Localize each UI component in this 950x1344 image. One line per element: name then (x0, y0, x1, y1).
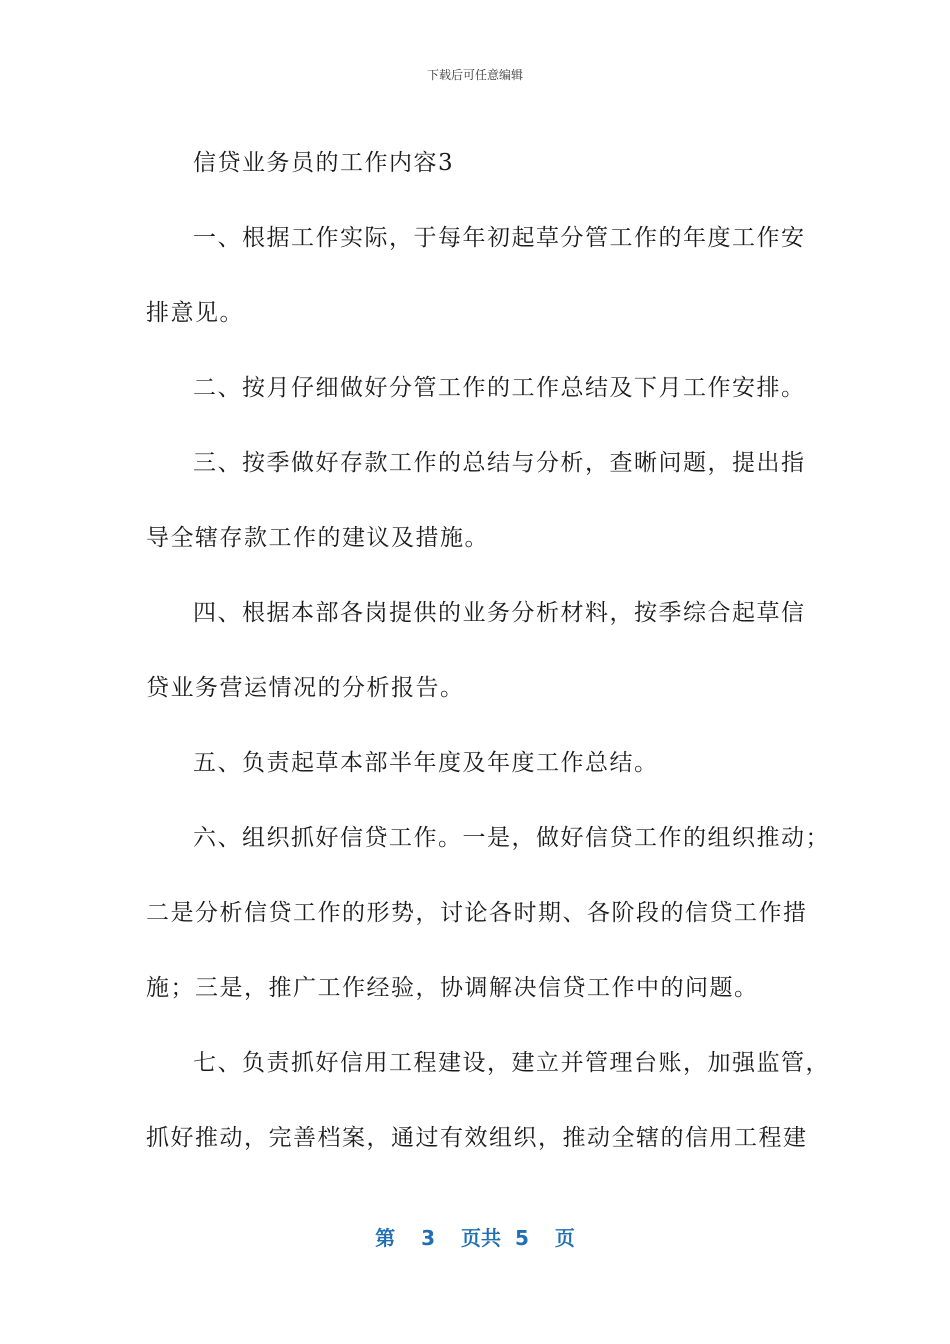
footer-current-page: 3 (421, 1226, 435, 1250)
footer-middle: 页共 (461, 1226, 501, 1250)
paragraph-line: 排意见。 (146, 300, 244, 326)
paragraph-line: 抓好推动，完善档案，通过有效组织，推动全辖的信用工程建 (146, 1125, 808, 1151)
paragraph-line: 二、按月仔细做好分管工作的工作总结及下月工作安排。 (193, 375, 806, 401)
paragraph-line: 贷业务营运情况的分析报告。 (146, 675, 465, 701)
footer-prefix: 第 (375, 1226, 396, 1250)
paragraph-line: 导全辖存款工作的建议及措施。 (146, 525, 489, 551)
paragraph-line: 四、根据本部各岗提供的业务分析材料，按季综合起草信 (193, 600, 806, 626)
document-title: 信贷业务员的工作内容3 (193, 150, 455, 176)
paragraph-line: 二是分析信贷工作的形势，讨论各时期、各阶段的信贷工作措 (146, 900, 808, 926)
paragraph-line: 六、组织抓好信贷工作。一是，做好信贷工作的组织推动； (193, 825, 830, 851)
paragraph-line: 施；三是，推广工作经验，协调解决信贷工作中的问题。 (146, 975, 759, 1001)
paragraph-line: 三、按季做好存款工作的总结与分析，查晰问题，提出指 (193, 450, 806, 476)
footer-suffix: 页 (554, 1226, 575, 1250)
footer-total-pages: 5 (515, 1226, 529, 1250)
document-body (146, 126, 830, 1176)
page-footer (0, 1224, 950, 1252)
header-note: 下载后可任意编辑 (426, 68, 523, 82)
paragraph-line: 七、负责抓好信用工程建设，建立并管理台账，加强监管， (193, 1050, 830, 1076)
paragraph-line: 一、根据工作实际，于每年初起草分管工作的年度工作安 (193, 225, 806, 251)
paragraph-line: 五、负责起草本部半年度及年度工作总结。 (193, 750, 659, 776)
